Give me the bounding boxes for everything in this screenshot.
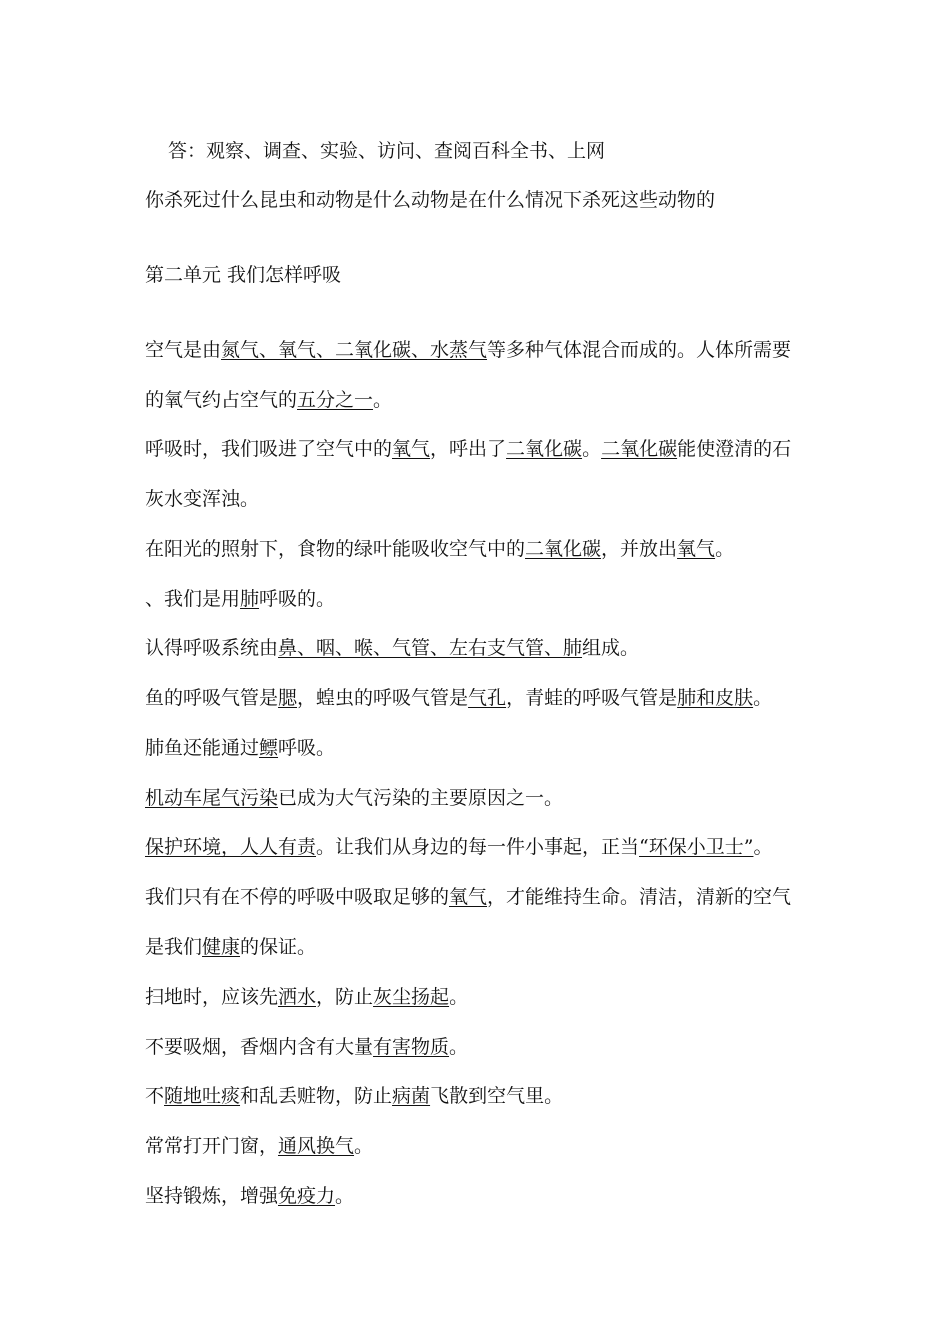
text-line — [145, 985, 468, 1009]
text-segment: 不 — [145, 1085, 165, 1107]
underlined-term: 五分之一 — [297, 389, 374, 411]
text-segment: 认得呼吸系统由 — [145, 637, 279, 659]
underlined-term: 洒水 — [278, 986, 317, 1008]
text-segment: 呼吸的。 — [259, 588, 336, 610]
text-segment: 组成。 — [582, 637, 640, 659]
underlined-term: 通风换气 — [278, 1135, 355, 1157]
text-line — [145, 1184, 354, 1208]
text-segment: 能使澄清的石 — [677, 438, 792, 460]
text-line — [145, 1134, 373, 1158]
text-segment: 。 — [753, 836, 773, 858]
unit-heading: 第二单元 我们怎样呼吸 — [145, 264, 342, 286]
text-segment: 。 — [449, 986, 469, 1008]
underlined-term: 肺 — [240, 588, 260, 610]
text-line — [145, 835, 772, 859]
text-line — [145, 786, 563, 810]
underlined-term: 病菌 — [392, 1085, 431, 1107]
text-segment: ，青蛙的呼吸气管是 — [506, 687, 678, 709]
text-line — [145, 587, 335, 611]
text-segment: 不要吸烟，香烟内含有大量 — [145, 1036, 374, 1058]
underlined-term: 随地吐痰 — [164, 1085, 241, 1107]
text-segment: 。 — [449, 1036, 469, 1058]
text-line — [145, 686, 772, 710]
underlined-term: 有害物质 — [373, 1036, 450, 1058]
text-segment: 是我们 — [145, 936, 203, 958]
underlined-term: 免疫力 — [278, 1185, 336, 1207]
text-segment: 和乱丢赃物，防止 — [240, 1085, 393, 1107]
underlined-term: 二氧化碳 — [525, 538, 602, 560]
text-segment: 空气是由 — [145, 339, 222, 361]
text-segment: 。 — [753, 687, 773, 709]
underlined-term: 氧气 — [392, 438, 431, 460]
text-line — [145, 1035, 468, 1059]
question-line: 你杀死过什么昆虫和动物是什么动物是在什么情况下杀死这些动物的 — [145, 189, 716, 211]
underlined-term: 保护环境，人人有责 — [145, 836, 317, 858]
text-segment: 的氧气约占空气的 — [145, 389, 298, 411]
text-segment: 呼吸时，我们吸进了空气中的 — [145, 438, 393, 460]
text-segment: ，蝗虫的呼吸气管是 — [297, 687, 469, 709]
underlined-term: 健康 — [202, 936, 241, 958]
underlined-term: 腮 — [278, 687, 298, 709]
text-line — [145, 487, 259, 511]
text-line — [145, 537, 734, 561]
underlined-term: 肺和皮肤 — [677, 687, 754, 709]
text-segment: ，才能维持生命。清洁，清新的空气 — [487, 886, 792, 908]
text-segment: 。 — [335, 1185, 355, 1207]
text-line — [145, 736, 335, 760]
text-segment: 。 — [715, 538, 735, 560]
text-segment: 。让我们从身边的每一件小事起，正当 — [316, 836, 640, 858]
underlined-term: 灰尘扬起 — [373, 986, 450, 1008]
underlined-term: 二氧化碳 — [506, 438, 583, 460]
text-segment: 常常打开门窗， — [145, 1135, 279, 1157]
underlined-term: 氮气、氧气、二氧化碳、水蒸气 — [221, 339, 488, 361]
text-segment: 扫地时，应该先 — [145, 986, 279, 1008]
text-segment: 飞散到空气里。 — [430, 1085, 564, 1107]
text-line — [145, 388, 392, 412]
text-line — [145, 1084, 563, 1108]
text-segment: 呼吸。 — [278, 737, 336, 759]
text-segment: 的保证。 — [240, 936, 317, 958]
underlined-term: “环保小卫士” — [639, 836, 754, 858]
text-line — [145, 935, 316, 959]
underlined-term: 鼻、咽、喉、气管、左右支气管、肺 — [278, 637, 583, 659]
text-segment: 。 — [582, 438, 602, 460]
text-segment: 肺鱼还能通过 — [145, 737, 260, 759]
underlined-term: 氧气 — [677, 538, 716, 560]
text-segment: 已成为大气污染的主要原因之一。 — [278, 787, 564, 809]
text-segment: ，呼出了 — [430, 438, 507, 460]
underlined-term: 机动车尾气污染 — [145, 787, 279, 809]
underlined-term: 氧气 — [449, 886, 488, 908]
text-segment: 鱼的呼吸气管是 — [145, 687, 279, 709]
text-segment: ，防止 — [316, 986, 374, 1008]
text-segment: 我们只有在不停的呼吸中吸取足够的 — [145, 886, 450, 908]
text-line — [145, 338, 791, 362]
answer-line: 答：观察、调查、实验、访问、查阅百科全书、上网 — [168, 140, 606, 162]
text-segment: ，并放出 — [601, 538, 678, 560]
text-segment: 、我们是用 — [145, 588, 241, 610]
text-segment: 等多种气体混合而成的。人体所需要 — [487, 339, 792, 361]
text-segment: 。 — [373, 389, 393, 411]
text-line — [145, 636, 639, 660]
underlined-term: 气孔 — [468, 687, 507, 709]
text-line — [145, 885, 791, 909]
underlined-term: 二氧化碳 — [601, 438, 678, 460]
text-segment: 在阳光的照射下，食物的绿叶能吸收空气中的 — [145, 538, 526, 560]
text-segment: 坚持锻炼，增强 — [145, 1185, 279, 1207]
underlined-term: 鳔 — [259, 737, 279, 759]
text-line — [145, 437, 791, 461]
text-segment: 灰水变浑浊。 — [145, 488, 260, 510]
text-segment: 。 — [354, 1135, 374, 1157]
